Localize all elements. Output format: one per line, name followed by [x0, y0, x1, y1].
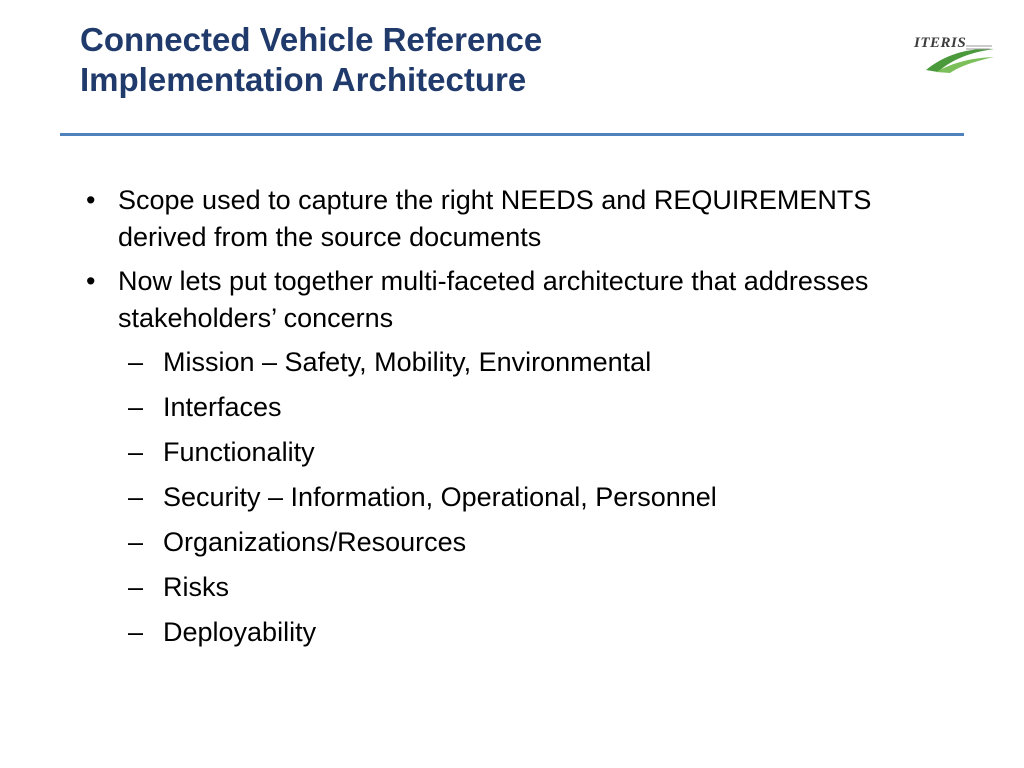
- dash-icon: –: [128, 347, 144, 377]
- sub-bullet-text: Organizations/Resources: [163, 527, 467, 557]
- sub-bullet-item: [80, 524, 960, 561]
- bullet-list: [80, 182, 960, 659]
- sub-bullet-text: Mission – Safety, Mobility, Environmental: [163, 347, 652, 377]
- sub-bullet-item: [80, 479, 960, 516]
- logo-wordmark: ITERIS: [914, 35, 967, 51]
- sub-bullet-text: Interfaces: [163, 392, 282, 422]
- dash-icon: –: [128, 572, 144, 602]
- dash-icon: –: [128, 617, 144, 647]
- sub-bullet-item: [80, 614, 960, 651]
- bullet-text: Now lets put together multi-faceted architecture that addresses stakeholders’ concerns: [118, 266, 869, 333]
- sub-bullet-text: Risks: [163, 572, 229, 602]
- bullet-item: [80, 263, 960, 337]
- slide-title-line-1: Connected Vehicle Reference: [80, 21, 543, 58]
- bullet-dot-icon: •: [86, 266, 96, 296]
- bullet-text: Scope used to capture the right NEEDS and REQUIREMENTS derived from the source documents: [118, 185, 872, 252]
- sub-bullet-item: [80, 434, 960, 471]
- dash-icon: –: [128, 392, 144, 422]
- iteris-logo: [906, 32, 998, 76]
- slide-title-line-2: Implementation Architecture: [80, 61, 527, 98]
- sub-bullet-text: Security – Information, Operational, Personnel: [163, 482, 717, 512]
- slide-title: [80, 20, 840, 100]
- dash-icon: –: [128, 527, 144, 557]
- bullet-item: [80, 182, 960, 256]
- title-divider: [60, 133, 964, 136]
- dash-icon: –: [128, 482, 144, 512]
- sub-bullet-item: [80, 344, 960, 381]
- bullet-dot-icon: •: [86, 185, 96, 215]
- sub-bullet-item: [80, 569, 960, 606]
- sub-bullet-text: Functionality: [163, 437, 315, 467]
- sub-bullet-item: [80, 389, 960, 426]
- dash-icon: –: [128, 437, 144, 467]
- sub-bullet-text: Deployability: [163, 617, 317, 647]
